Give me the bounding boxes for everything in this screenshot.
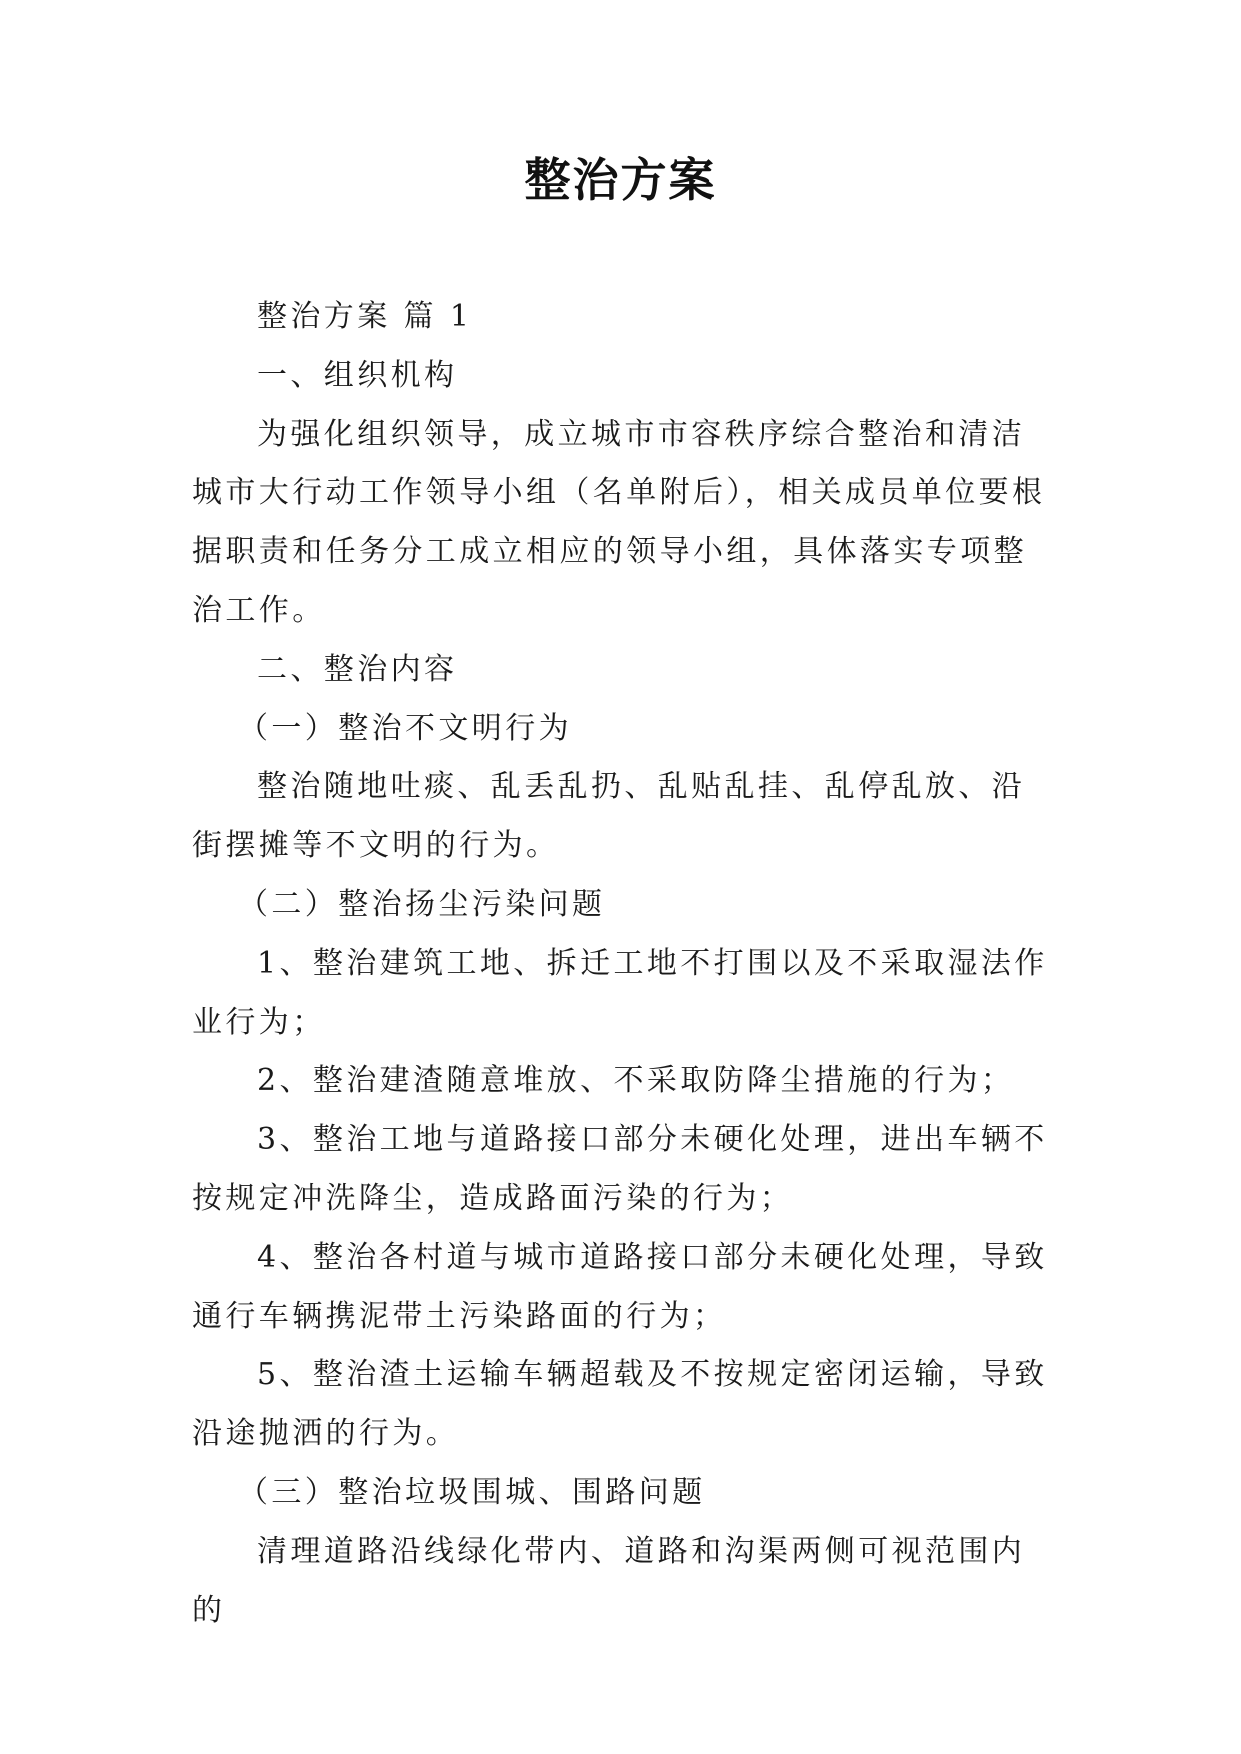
subheading-garbage: （三）整治垃圾围城、围路问题 xyxy=(238,1474,706,1510)
list-item-dust-5: 5、整治渣土运输车辆超载及不按规定密闭运输，导致沿途抛洒的行为。 xyxy=(192,1357,1048,1452)
list-item-dust-4: 4、整治各村道与城市道路接口部分未硬化处理，导致通行车辆携泥带土污染路面的行为； xyxy=(192,1239,1048,1334)
subheading-uncivilized-behavior: （一）整治不文明行为 xyxy=(238,710,572,746)
heading-content: 二、整治内容 xyxy=(257,651,458,687)
document-title: 整治方案 xyxy=(524,153,717,207)
list-item-dust-1: 1、整治建筑工地、拆迁工地不打围以及不采取湿法作业行为； xyxy=(192,945,1048,1040)
document-body xyxy=(192,288,1052,1640)
section-heading-part-1: 整治方案 篇 1 xyxy=(257,299,473,334)
paragraph-garbage: 清理道路沿线绿化带内、道路和沟渠两侧可视范围内的 xyxy=(192,1533,1026,1628)
paragraph-uncivilized-behavior: 整治随地吐痰、乱丢乱扔、乱贴乱挂、乱停乱放、沿街摆摊等不文明的行为。 xyxy=(192,769,1026,864)
list-item-dust-2: 2、整治建渣随意堆放、不采取防降尘措施的行为； xyxy=(257,1063,1015,1099)
paragraph-organization: 为强化组织领导，成立城市市容秩序综合整治和清洁城市大行动工作领导小组（名单附后），相关成员单位要根据职责和任务分工成立相应的领导小组，具体落实专项整治工作。 xyxy=(192,416,1046,628)
subheading-dust-pollution: （二）整治扬尘污染问题 xyxy=(238,886,606,922)
list-item-dust-3: 3、整治工地与道路接口部分未硬化处理，进出车辆不按规定冲洗降尘，造成路面污染的行为； xyxy=(192,1122,1048,1216)
heading-organization: 一、组织机构 xyxy=(257,357,458,393)
